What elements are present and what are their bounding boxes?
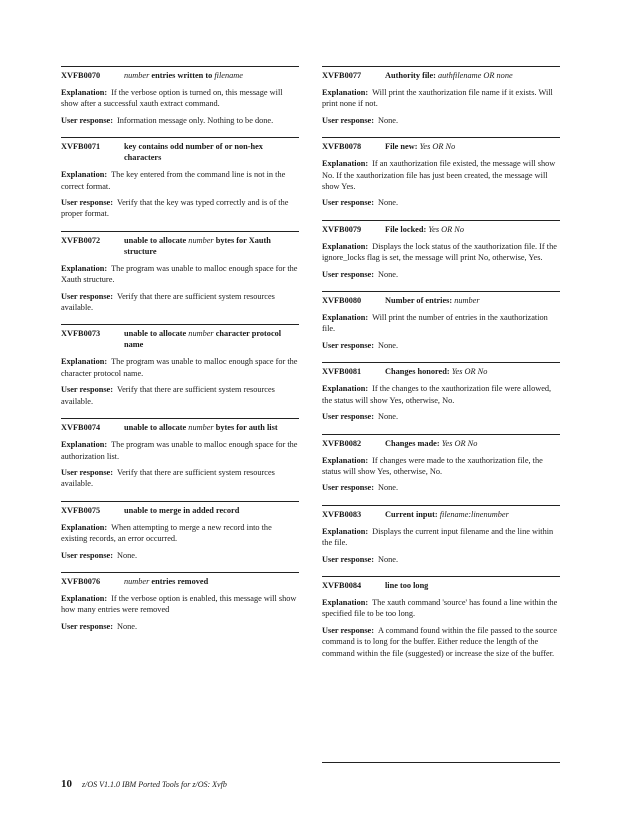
user-response-text	[61, 197, 299, 220]
paragraph-body: If an xauthorization file existed, the message will show No. If the xauthorization file has just been created, the message will show Yes.	[322, 159, 556, 192]
paragraph-body: None.	[378, 115, 399, 125]
paragraph-body: Verify that there are sufficient system resources available.	[61, 385, 275, 406]
explanation-text	[322, 455, 560, 478]
explanation-label: Explanation:	[61, 170, 108, 180]
message-title-part: Changes honored:	[385, 367, 452, 377]
message-entry	[61, 324, 299, 407]
paragraph-body: None.	[378, 483, 399, 493]
explanation-label: Explanation:	[322, 88, 369, 97]
paragraph-body: Verify that the key was typed correctly and is of the proper format.	[61, 198, 289, 219]
user-response-text	[61, 291, 299, 314]
explanation-label: Explanation:	[322, 597, 369, 607]
user-response-text	[322, 411, 560, 422]
user-response-label: User response:	[322, 340, 375, 350]
message-title	[385, 224, 560, 235]
paragraph-body: None.	[117, 550, 138, 560]
message-id: XVFB0076	[61, 576, 101, 586]
user-response-text	[322, 115, 560, 126]
column-end-rule	[322, 762, 560, 763]
message-title	[385, 366, 560, 377]
paragraph-body: If the verbose option is enabled, this message will show how many entries were removed	[61, 593, 297, 615]
message-header	[322, 366, 560, 377]
user-response-label: User response:	[322, 483, 375, 493]
explanation-label: Explanation:	[61, 593, 108, 603]
explanation-label: Explanation:	[322, 241, 369, 251]
message-title	[124, 235, 299, 257]
message-header	[322, 438, 560, 449]
explanation-text	[322, 383, 560, 406]
paragraph-body: Displays the current input filename and the line within the file.	[322, 526, 554, 548]
message-entry	[61, 137, 299, 220]
explanation-text	[322, 526, 560, 549]
message-entry	[322, 505, 560, 565]
explanation-label: Explanation:	[61, 440, 108, 450]
user-response-label: User response:	[61, 385, 114, 395]
paragraph-body: Verify that there are sufficient system resources available.	[61, 291, 275, 313]
paragraph-body: Information message only. Nothing to be done.	[117, 115, 274, 125]
message-id: XVFB0070	[61, 71, 101, 80]
message-title-part: character protocol name	[124, 329, 282, 350]
message-title-part: Changes made:	[385, 438, 442, 448]
user-response-label: User response:	[61, 621, 114, 631]
paragraph-body: None.	[378, 340, 399, 350]
message-header	[322, 70, 560, 81]
paragraph-body: None.	[117, 621, 138, 631]
paragraph-body: The program was unable to malloc enough space for the character protocol name.	[61, 357, 298, 378]
message-entry	[322, 66, 560, 126]
message-header	[322, 141, 560, 152]
explanation-label: Explanation:	[322, 159, 369, 169]
user-response-label: User response:	[322, 198, 375, 208]
message-title-part: filename:linenumber	[439, 509, 509, 519]
explanation-text	[61, 522, 299, 545]
message-title-part: number	[188, 329, 214, 339]
message-title-part: Current input:	[385, 509, 440, 519]
message-id: XVFB0077	[322, 71, 362, 80]
user-response-text	[322, 269, 560, 280]
message-title-part: Number of entries:	[385, 296, 455, 306]
message-title-part: filename	[214, 71, 243, 80]
paragraph-body: Displays the lock status of the xauthorization file. If the ignore_locks flag is set, the message will print No, otherwise, Yes.	[322, 241, 557, 263]
user-response-text	[61, 550, 299, 561]
message-title-part: unable to merge in added record	[124, 505, 240, 515]
explanation-text	[61, 87, 299, 110]
message-entry	[322, 362, 560, 422]
explanation-label: Explanation:	[322, 526, 369, 536]
message-header	[61, 141, 299, 163]
message-entry	[61, 66, 299, 126]
message-entry	[61, 501, 299, 561]
message-entry	[322, 137, 560, 209]
message-title-part: Yes OR No	[451, 367, 488, 377]
message-title-part: Authority file:	[385, 71, 438, 80]
explanation-text	[61, 169, 299, 192]
message-title	[124, 141, 299, 163]
message-title-part: number	[124, 576, 150, 586]
user-response-label: User response:	[322, 115, 375, 125]
explanation-label: Explanation:	[61, 88, 108, 97]
message-title-part: bytes for Xauth structure	[124, 235, 271, 256]
page-footer	[61, 778, 227, 790]
message-entry	[322, 291, 560, 351]
user-response-label: User response:	[322, 269, 375, 279]
message-title	[124, 422, 299, 433]
message-title-part: entries written to	[149, 71, 215, 80]
user-response-text	[322, 482, 560, 493]
user-response-text	[61, 384, 299, 407]
message-id: XVFB0080	[322, 296, 362, 306]
explanation-label: Explanation:	[322, 313, 369, 323]
message-title-part: File new:	[385, 142, 420, 152]
message-header	[322, 509, 560, 520]
explanation-text	[322, 312, 560, 335]
page-number: 10	[61, 778, 72, 790]
explanation-label: Explanation:	[61, 263, 108, 273]
explanation-label: Explanation:	[322, 455, 369, 465]
message-title-part: File locked:	[385, 224, 429, 234]
paragraph-body: None.	[378, 554, 399, 564]
message-entry	[322, 220, 560, 280]
message-title	[385, 509, 560, 520]
message-id: XVFB0081	[322, 367, 362, 377]
message-title-part: authfilename OR none	[438, 71, 513, 80]
user-response-text	[61, 621, 299, 632]
message-id: XVFB0073	[61, 329, 101, 339]
message-id: XVFB0071	[61, 142, 101, 152]
paragraph-body: If changes were made to the xauthorization file, the status will show Yes, otherwise, No.	[322, 455, 543, 476]
message-title-part: number	[188, 423, 214, 433]
paragraph-body: None.	[378, 412, 399, 422]
user-response-text	[322, 197, 560, 208]
message-title	[385, 438, 560, 449]
message-header	[61, 70, 299, 81]
message-id: XVFB0075	[61, 505, 101, 515]
explanation-label: Explanation:	[322, 384, 369, 394]
message-header	[322, 295, 560, 306]
message-header	[61, 235, 299, 257]
paragraph-body: None.	[378, 269, 399, 279]
paragraph-body: Verify that there are sufficient system resources available.	[61, 467, 275, 489]
message-title-part: number	[188, 235, 214, 245]
message-entry	[61, 572, 299, 632]
paragraph-body: When attempting to merge a new record into the existing records, an error occurred.	[61, 522, 272, 544]
explanation-text	[61, 356, 299, 379]
user-response-label: User response:	[61, 467, 114, 477]
left-column	[61, 66, 299, 643]
user-response-text	[61, 467, 299, 490]
explanation-text	[322, 597, 560, 620]
footer-title: z/OS V1.1.0 IBM Ported Tools for z/OS: Xvfb	[82, 780, 227, 789]
message-header	[322, 580, 560, 591]
right-column	[322, 66, 560, 670]
message-title-part: unable to allocate	[124, 329, 189, 339]
user-response-label: User response:	[61, 198, 114, 208]
user-response-label: User response:	[322, 554, 375, 564]
explanation-label: Explanation:	[61, 357, 108, 367]
message-title-part: entries removed	[149, 576, 209, 586]
user-response-label: User response:	[61, 550, 114, 560]
message-title-part: Yes OR No	[441, 438, 478, 448]
paragraph-body: The xauth command 'source' has found a line within the specified file to be too long.	[322, 597, 558, 619]
user-response-text	[322, 625, 560, 659]
message-title-part: bytes for auth list	[213, 423, 278, 433]
explanation-label: Explanation:	[61, 522, 108, 532]
explanation-text	[61, 439, 299, 462]
paragraph-body: The program was unable to malloc enough space for the Xauth structure.	[61, 263, 298, 285]
message-entry	[61, 418, 299, 490]
user-response-label: User response:	[61, 115, 114, 125]
user-response-label: User response:	[61, 291, 114, 301]
paragraph-body: If the changes to the xauthorization file were allowed, the status will show Yes, otherwise, No.	[322, 384, 552, 405]
user-response-label: User response:	[322, 412, 375, 422]
paragraph-body: Will print the number of entries in the xauthorization file.	[322, 313, 548, 334]
message-title	[124, 328, 299, 350]
explanation-text	[322, 158, 560, 192]
explanation-text	[61, 593, 299, 616]
message-title-part: unable to allocate	[124, 423, 189, 433]
message-title-part: line too long	[385, 580, 429, 590]
explanation-text	[322, 241, 560, 264]
message-title	[124, 70, 299, 81]
paragraph-body: A command found within the file passed to the source command is to long for the buffer. Either reduce the length of the command within the file (suggested) or increase the size of the buffer.	[322, 625, 558, 658]
paragraph-body: The key entered from the command line is not in the correct format.	[61, 170, 286, 191]
message-title-part: number	[454, 296, 480, 306]
message-title	[385, 295, 560, 306]
message-title-part: Yes OR No	[428, 224, 464, 234]
explanation-text	[61, 263, 299, 286]
message-title	[385, 141, 560, 152]
explanation-text	[322, 87, 560, 110]
user-response-text	[61, 115, 299, 126]
message-id: XVFB0078	[322, 142, 362, 152]
message-title-part: Yes OR No	[419, 142, 456, 152]
paragraph-body: Will print the xauthorization file name if it exists. Will print none if not.	[322, 88, 553, 109]
message-id: XVFB0084	[322, 580, 362, 590]
message-header	[61, 328, 299, 350]
message-entry	[61, 231, 299, 314]
message-title	[385, 70, 560, 81]
paragraph-body: If the verbose option is turned on, this message will show after a successful xauth extract command.	[61, 88, 283, 109]
paragraph-body: None.	[378, 198, 399, 208]
user-response-label: User response:	[322, 625, 375, 635]
message-header	[61, 505, 299, 516]
message-header	[61, 576, 299, 587]
paragraph-body: The program was unable to malloc enough space for the authorization list.	[61, 440, 298, 461]
message-id: XVFB0082	[322, 438, 362, 448]
message-id: XVFB0074	[61, 423, 101, 433]
message-header	[61, 422, 299, 433]
user-response-text	[322, 554, 560, 565]
message-title	[385, 580, 560, 591]
message-entry	[322, 576, 560, 659]
message-title-part: number	[124, 71, 150, 80]
message-id: XVFB0083	[322, 509, 362, 519]
message-id: XVFB0079	[322, 224, 362, 234]
message-id: XVFB0072	[61, 235, 101, 245]
message-title-part: unable to allocate	[124, 235, 189, 245]
message-entry	[322, 434, 560, 494]
message-title	[124, 576, 299, 587]
user-response-text	[322, 340, 560, 351]
message-title-part: key contains odd number of or non-hex characters	[124, 142, 263, 163]
message-title	[124, 505, 299, 516]
message-header	[322, 224, 560, 235]
